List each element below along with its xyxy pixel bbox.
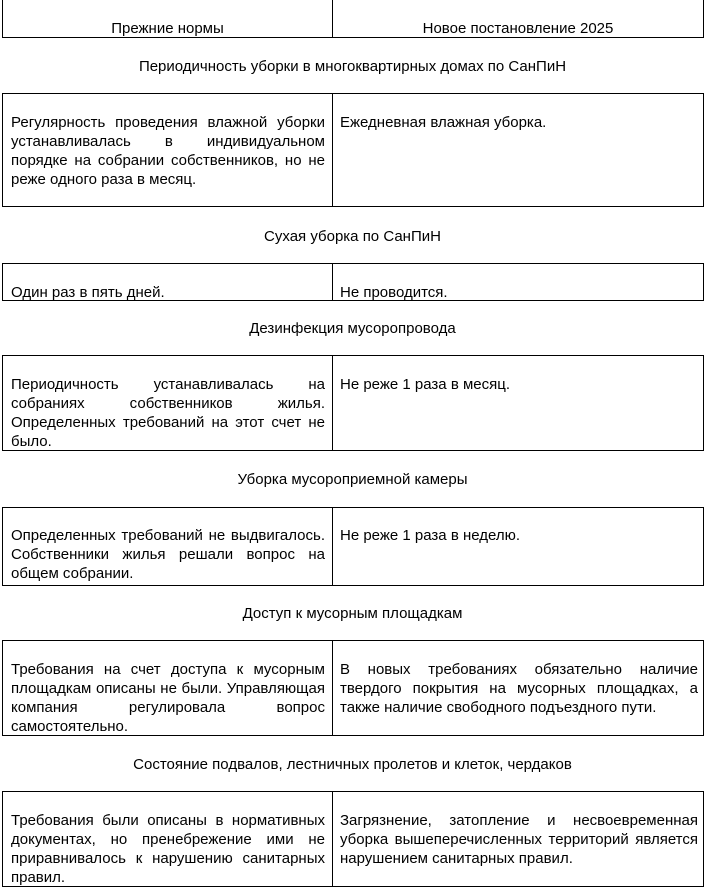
section-title: Сухая уборка по СанПиН bbox=[264, 228, 441, 245]
section-title: Периодичность уборки в многоквартирных домах по СанПиН bbox=[138, 58, 567, 75]
section-title: Дезинфекция мусоропровода bbox=[249, 320, 456, 337]
new-rule-text: Не реже 1 раза в месяц. bbox=[340, 376, 510, 393]
section-title: Состояние подвалов, лестничных пролетов и клеток, чердаков bbox=[133, 756, 572, 773]
new-rule-text: В новых требованиях обязательно наличие твердого покрытия на мусорных площадках, а также наличие свободного подъездного пути. bbox=[340, 661, 698, 716]
header-col-old: Прежние нормы bbox=[111, 20, 224, 37]
new-rule-text: Не реже 1 раза в неделю. bbox=[340, 527, 521, 544]
row-divider bbox=[332, 791, 333, 887]
row-divider bbox=[332, 640, 333, 736]
section-title: Доступ к мусорным площадкам bbox=[242, 605, 463, 622]
old-rule-text: Требования на счет доступа к мусорным площадкам описаны не были. Управляющая компания регулировала вопрос самостоятельно. bbox=[11, 661, 325, 735]
row-divider bbox=[332, 507, 333, 586]
new-rule-text: Не проводится. bbox=[340, 284, 448, 301]
old-rule-text: Регулярность проведения влажной уборки устанавливалась в индивидуальном порядке на собрании собственников, но не реже одного раза в месяц. bbox=[11, 114, 325, 188]
row-divider bbox=[332, 263, 333, 301]
row-divider bbox=[332, 93, 333, 207]
old-rule-text: Периодичность устанавливалась на собраниях собственников жилья. Определенных требований на этот счет не было. bbox=[11, 376, 325, 450]
old-rule-text: Один раз в пять дней. bbox=[11, 284, 165, 301]
new-rule-text: Загрязнение, затопление и несвоевременная уборка вышеперечисленных территорий является нарушением санитарных правил. bbox=[340, 812, 698, 867]
row-divider bbox=[332, 355, 333, 451]
old-rule-text: Требования были описаны в нормативных документах, но пренебрежение ими не приравнивалось к нарушению санитарных правил. bbox=[11, 812, 325, 886]
section-title: Уборка мусороприемной камеры bbox=[237, 471, 468, 488]
old-rule-text: Определенных требований не выдвигалось. Собственники жилья решали вопрос на общем собрании. bbox=[11, 527, 325, 582]
new-rule-text: Ежедневная влажная уборка. bbox=[340, 114, 547, 131]
header-col-new: Новое постановление 2025 bbox=[422, 20, 614, 37]
